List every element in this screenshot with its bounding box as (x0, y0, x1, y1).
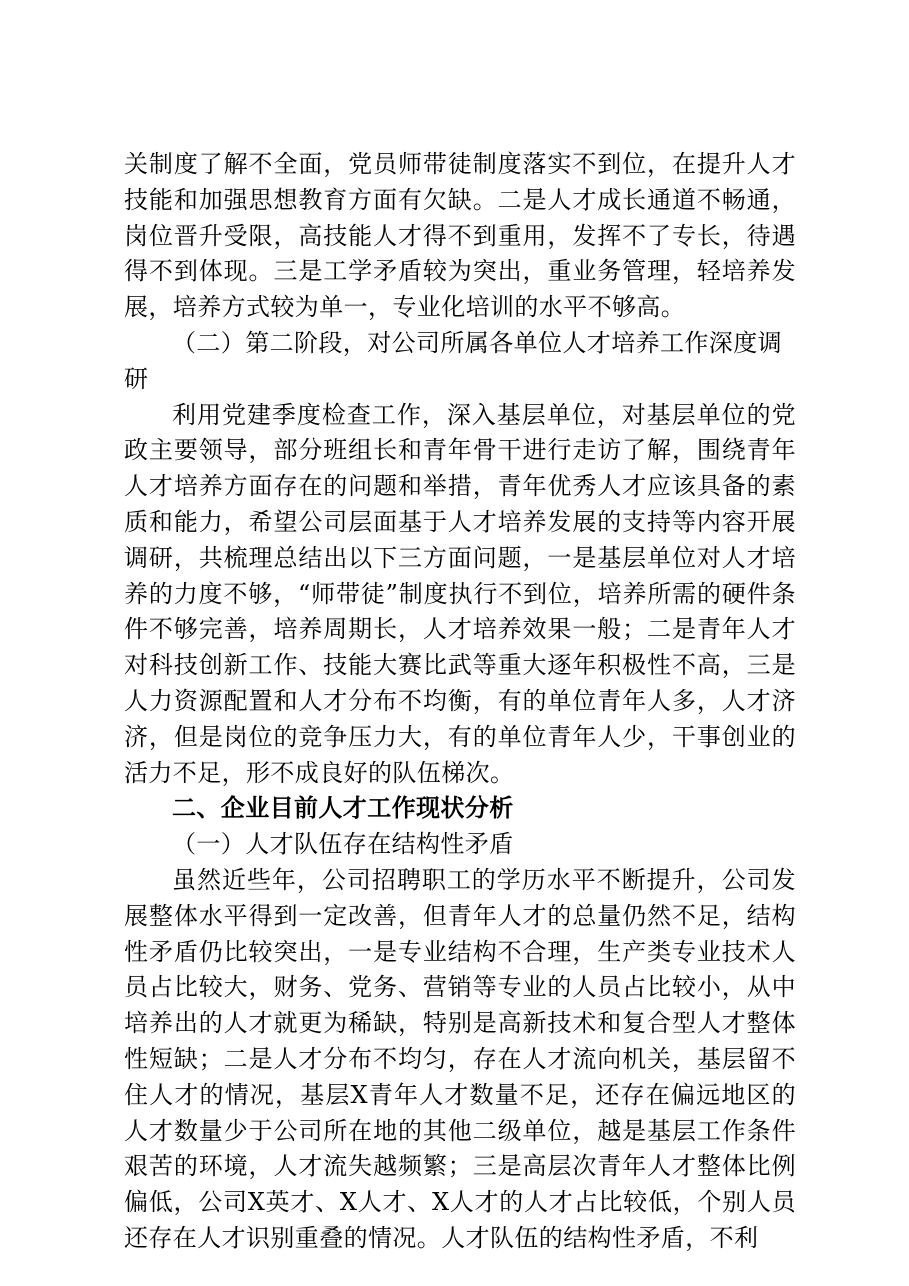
subheading-stage-two: （二）第二阶段，对公司所属各单位人才培养工作深度调研 (124, 328, 782, 393)
paragraph-continued: 关制度了解不全面，党员师带徒制度落实不到位，在提升人才技能和加强思想教育方面有欠缺。二是人才成长通道不畅通，岗位晋升受限，高技能人才得不到重用，发挥不了专长，待遇得不到体现。三是工学矛盾较为突出，重业务管理，轻培养发展，培养方式较为单一，专业化培训的水平不够高。 (124, 150, 796, 322)
document-page (124, 147, 796, 1257)
paragraph-structural: 虽然近些年，公司招聘职工的学历水平不断提升，公司发展整体水平得到一定改善，但青年人才的总量仍然不足，结构性矛盾仍比较突出，一是专业结构不合理，生产类专业技术人员占比较大，财务、党务、营销等专业的人员占比较小，从中培养出的人才就更为稀缺，特别是高新技术和复合型人才整体性短缺；二是人才分布不均匀，存在人才流向机关，基层留不住人才的情况，基层X青年人才数量不足，还存在偏远地区的人才数量少于公司所在地的其他二级单位，越是基层工作条件艰苦的环境，人才流失越频繁；三是高层次青年人才整体比例偏低，公司X英才、X人才、X人才的人才占比较低，个别人员还存在人才识别重叠的情况。人才队伍的结构性矛盾，不利 (124, 865, 796, 1252)
section-heading-analysis: 二、企业目前人才工作现状分析 (172, 794, 514, 823)
subheading-structural: （一）人才队伍存在结构性矛盾 (172, 830, 514, 859)
paragraph-research: 利用党建季度检查工作，深入基层单位，对基层单位的党政主要领导，部分班组长和青年骨干进行走访了解，围绕青年人才培养方面存在的问题和举措，青年优秀人才应该具备的素质和能力，希望公司层面基于人才培养发展的支持等内容开展调研，共梳理总结出以下三方面问题，一是基层单位对人才培养的力度不够，“师带徒”制度执行不到位，培养所需的硬件条件不够完善，培养周期长，人才培养效果一般；二是青年人才对科技创新工作、技能大赛比武等重大逐年积极性不高，三是人力资源配置和人才分布不均衡，有的单位青年人多，人才济济，但是岗位的竞争压力大，有的单位青年人少，干事创业的活力不足，形不成良好的队伍梯次。 (124, 400, 796, 787)
